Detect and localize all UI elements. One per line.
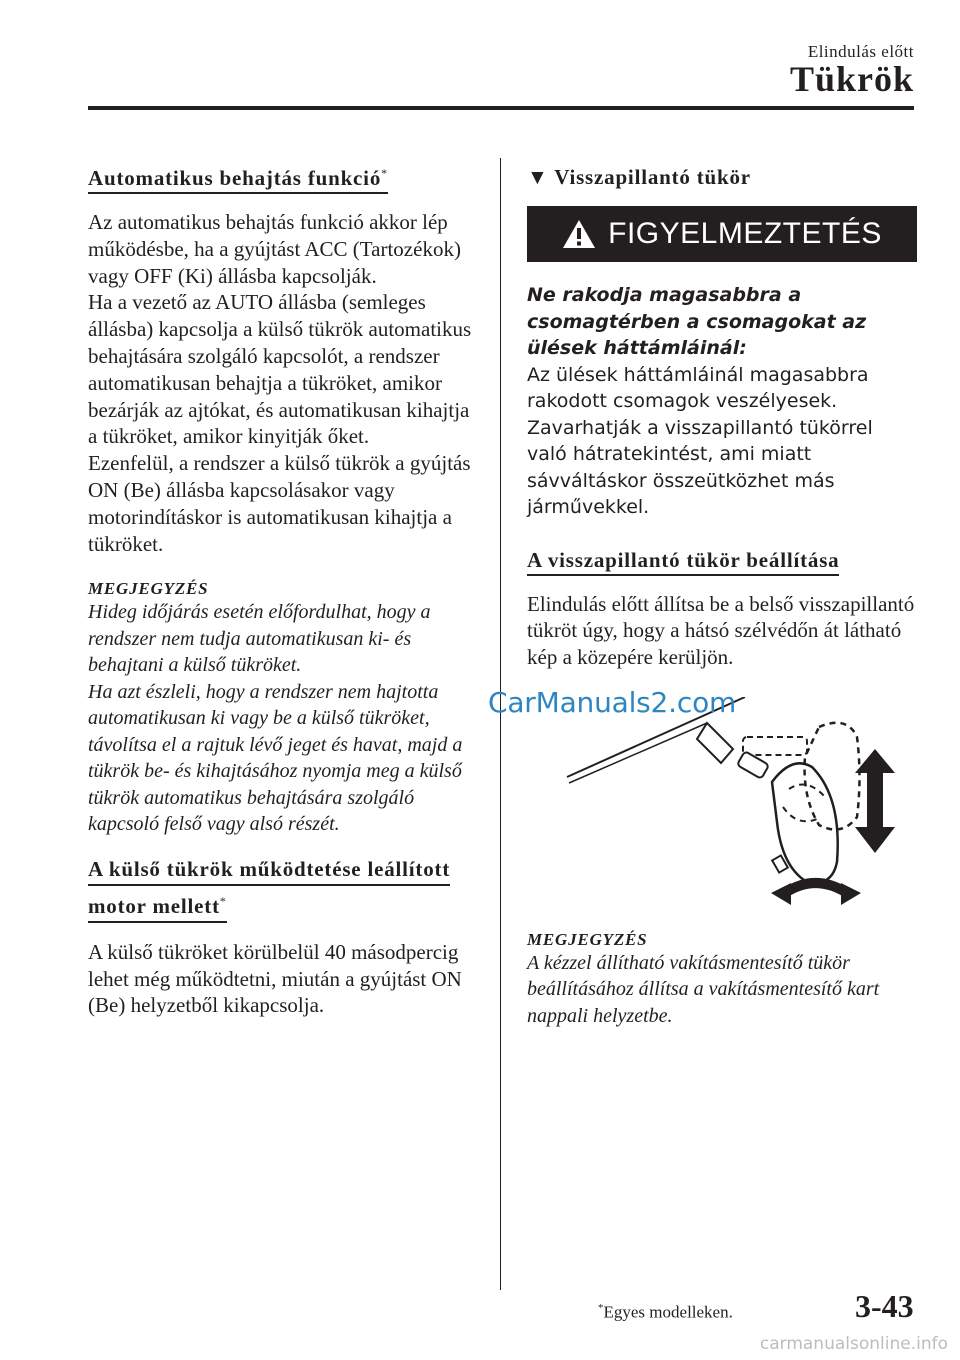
right-column: [527, 158, 917, 1029]
paragraph: A külső tükröket körülbelül 40 másodpercig lehet még működtetni, miután a gyújtást ON (Be) helyzetből kikapcsolja.: [88, 939, 462, 1018]
heading-adjust: [527, 545, 917, 575]
note-title: MEGJEGYZÉS: [88, 579, 209, 599]
heading-engine-off: [88, 854, 473, 923]
warning-triangle-icon: [562, 219, 596, 249]
subsection-heading: [527, 162, 917, 192]
section-label: Elindulás előtt: [807, 42, 914, 61]
heading-adjust-text: A visszapillantó tükör beállítása: [527, 548, 839, 576]
paragraph: Az automatikus behajtás funkció akkor lép működésbe, ha a gyújtást ACC (Tartozékok) vagy OFF (Ki) állásba kapcsolják.: [88, 210, 461, 288]
rearview-mirror-figure: [557, 697, 917, 912]
paragraph: Ezenfelül, a rendszer a külső tükrök a gyújtás ON (Be) állásba kapcsolásakor vagy motorindításkor is automatikusan kihajtja a tükröket.: [88, 451, 471, 556]
warning-text: Az ülések háttámláinál magasabbra rakodott csomagok veszélyesek. Zavarhatják a visszapillantó tükörrel való hátratekintést, ami miatt sávváltáskor összeütközhet más járművekkel.: [527, 363, 873, 518]
left-column: [88, 158, 473, 1019]
note-title: MEGJEGYZÉS: [527, 929, 648, 949]
footnote: [598, 1302, 733, 1323]
model-star: *: [381, 166, 388, 180]
heading-auto-fold-text: Automatikus behajtás funkció: [88, 166, 382, 190]
model-star: *: [219, 893, 227, 908]
warning-label: FIGYELMEZTETÉS: [608, 217, 882, 250]
footnote-text: Egyes modelleken.: [603, 1302, 733, 1322]
mirror-illustration: [557, 697, 917, 912]
page-title: Tükrök: [789, 59, 914, 99]
note-text: A kézzel állítható vakításmentesítő tükör beállításához állítsa a vakításmentesítő kart nappali helyzetbe.: [527, 951, 880, 1027]
subsection-heading-text: Visszapillantó tükör: [554, 165, 751, 189]
page-number: 3-43: [855, 1288, 914, 1324]
note-text: Ha azt észleli, hogy a rendszer nem hajtotta automatikusan ki vagy be a külső tükröket, távolítsa el a rajtuk lévő jeget és havat, majd a tükrök be- és kihajtásához nyomja meg a külső tükrök automatikus behajtására szolgáló kapcsoló felső vagy alsó részét.: [88, 680, 463, 836]
site-watermark: carmanualsonline.info: [759, 1334, 948, 1354]
warning-banner: [527, 206, 917, 262]
paragraph: Ha a vezető az AUTO állásba (semleges állásba) kapcsolja a külső tükrök automatikus behajtására szolgáló kapcsolót, a rendszer automatikusan behajtja a tükröket, amikor bezárják az ajtókat, és automatikusan kihajtja a tükröket, amikor kinyitják őket.: [88, 290, 472, 449]
warning-bold-text: Ne rakodja magasabbra a csomagtérben a csomagokat az ülések háttámláinál:: [527, 284, 867, 359]
footnote-star: *: [598, 1302, 604, 1314]
triangle-marker-icon: ▼: [527, 165, 549, 189]
header-rule: [88, 106, 914, 110]
note-text: Hideg időjárás esetén előfordulhat, hogy a rendszer nem tudja automatikusan ki- és behajtani a külső tükröket.: [88, 601, 431, 677]
heading-auto-fold: [88, 158, 473, 193]
column-divider: [500, 158, 501, 1290]
watermark-text: CarManuals2.com: [488, 686, 737, 719]
heading-engine-off-line1: A külső tükrök működtetése leállított: [88, 854, 450, 886]
heading-engine-off-line2: motor mellett: [88, 893, 220, 918]
warning-body: [527, 282, 917, 521]
paragraph: Elindulás előtt állítsa be a belső visszapillantó tükröt úgy, hogy a hátsó szélvédőn át látható kép a közepére kerüljön.: [527, 591, 915, 670]
